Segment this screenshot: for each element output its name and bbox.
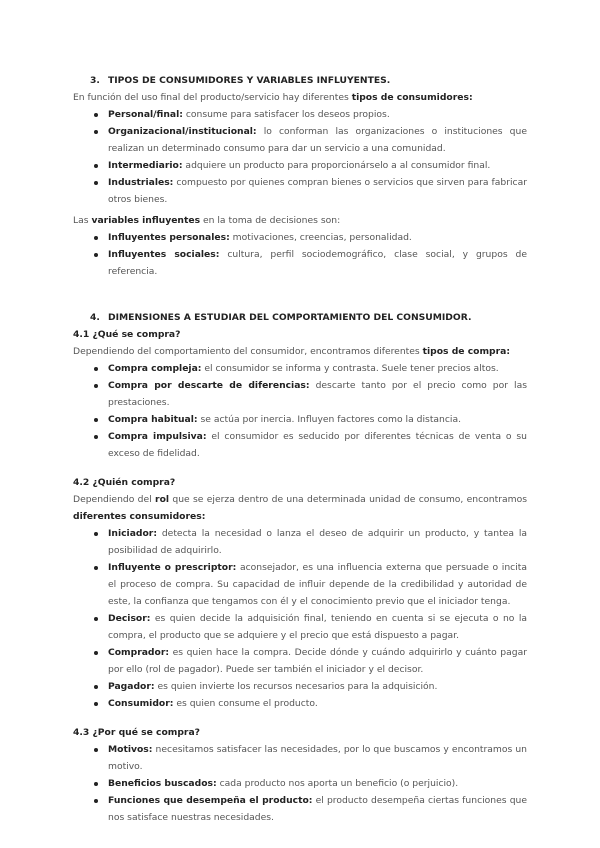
section-number: 4. — [90, 312, 100, 323]
item-label: Iniciador: — [108, 528, 157, 539]
subsection-4-2-heading: 4.2 ¿Quién compra? — [73, 477, 176, 488]
section-title: DIMENSIONES A ESTUDIAR DEL COMPORTAMIENTO DEL CONSUMIDOR. — [108, 312, 472, 323]
list-item — [108, 792, 527, 826]
variables-intro — [73, 212, 527, 229]
subsection-4-1-intro — [73, 343, 527, 360]
item-label: Influyentes personales: — [108, 232, 230, 243]
section-4-heading — [73, 309, 471, 326]
intro-bold: tipos de consumidores: — [351, 92, 473, 103]
list-item — [108, 411, 527, 428]
section-3-heading — [73, 72, 390, 89]
item-text: el consumidor se informa y contrasta. Suele tener precios altos. — [201, 363, 499, 374]
item-text: es quien decide la adquisición final, teniendo en cuenta si se ejecuta o no la compra, el producto que se adquiere y el precio que está dispuesto a pagar. — [108, 613, 527, 641]
subsection-4-3-heading: 4.3 ¿Por qué se compra? — [73, 727, 200, 738]
item-text: es quien invierte los recursos necesarios para la adquisición. — [154, 681, 438, 692]
item-label: Compra impulsiva: — [108, 431, 207, 442]
item-text: adquiere un producto para proporcionárselo a al consumidor final. — [182, 160, 491, 171]
section-3-intro — [73, 89, 527, 106]
item-label: Consumidor: — [108, 698, 174, 709]
section-number: 3. — [90, 75, 100, 86]
list-item — [108, 157, 527, 174]
item-label: Beneficios buscados: — [108, 778, 217, 789]
item-text: descarte tanto por el precio como por las prestaciones. — [108, 380, 527, 408]
bold-text: tipos de compra: — [422, 346, 511, 357]
list-item — [108, 123, 527, 157]
list-item — [108, 559, 527, 610]
document-page — [73, 72, 527, 826]
item-text: es quien hace la compra. Decide dónde y cuándo adquirirlo y cuánto pagar por ello (rol de pagador). Puede ser también el iniciador y el decisor. — [108, 647, 527, 675]
item-text: el consumidor es seducido por diferentes técnicas de venta o su exceso de fidelidad. — [108, 431, 527, 459]
list-item — [108, 644, 527, 678]
item-text: cultura, perfil sociodemográfico, clase social, y grupos de referencia. — [108, 249, 527, 277]
item-text: cada producto nos aporta un beneficio (o perjuicio). — [216, 778, 459, 789]
list-item — [108, 525, 527, 559]
item-label: Decisor: — [108, 613, 151, 624]
item-label: Compra compleja: — [108, 363, 202, 374]
item-label: Organizacional/institucional: — [108, 126, 257, 137]
item-text: el producto desempeña ciertas funciones que nos satisface nuestras necesidades. — [108, 795, 527, 823]
item-label: Funciones que desempeña el producto: — [108, 795, 313, 806]
item-text: aconsejador, es una influencia externa que persuade o incita el proceso de compra. Su capacidad de influir depende de la credibilidad y autoridad de este, la confianza que tengamos con él y el conocimiento previo que el iniciador tenga. — [108, 562, 528, 607]
text: Dependiendo del — [73, 494, 156, 505]
item-text: lo conforman las organizaciones o instituciones que realizan un determinado consumo para dar un servicio a una comunidad. — [108, 126, 527, 154]
section-title: TIPOS DE CONSUMIDORES Y VARIABLES INFLUYENTES. — [108, 75, 391, 86]
item-label: Compra habitual: — [108, 414, 198, 425]
item-text: detecta la necesidad o lanza el deseo de adquirir un producto, y tantea la posibilidad de adquirirlo. — [108, 528, 527, 556]
reasons-list — [73, 741, 527, 826]
list-item — [108, 695, 527, 712]
item-label: Industriales: — [108, 177, 174, 188]
item-text: es quien consume el producto. — [173, 698, 318, 709]
list-item — [108, 610, 527, 644]
item-text: consume para satisfacer los deseos propios. — [182, 109, 390, 120]
item-label: Influyentes sociales: — [108, 249, 220, 260]
consumer-types-list — [73, 106, 527, 208]
list-item — [108, 360, 527, 377]
item-label: Personal/final: — [108, 109, 183, 120]
text: que se ejerza dentro de una determinada unidad de consumo, encontramos — [169, 494, 527, 505]
list-item — [108, 377, 527, 411]
list-item — [108, 229, 527, 246]
item-text: compuesto por quienes compran bienes o servicios que sirven para fabricar otros bienes. — [108, 177, 527, 205]
bold-text: variables influyentes — [91, 215, 201, 226]
list-item — [108, 775, 527, 792]
item-text: necesitamos satisfacer las necesidades, por lo que buscamos y encontramos un motivo. — [108, 744, 527, 772]
item-text: motivaciones, creencias, personalidad. — [229, 232, 412, 243]
item-label: Compra por descarte de diferencias: — [108, 380, 310, 391]
bold-text: diferentes consumidores: — [73, 511, 206, 522]
subsection-4-1-heading: 4.1 ¿Qué se compra? — [73, 329, 181, 340]
purchase-types-list — [73, 360, 527, 462]
item-label: Motivos: — [108, 744, 153, 755]
intro-text: En función del uso final del producto/servicio hay diferentes — [73, 92, 352, 103]
text: Las — [73, 215, 92, 226]
item-text: se actúa por inercia. Influyen factores como la distancia. — [197, 414, 462, 425]
item-label: Influyente o prescriptor: — [108, 562, 237, 573]
list-item — [108, 678, 527, 695]
item-label: Intermediario: — [108, 160, 183, 171]
text: en la toma de decisiones son: — [200, 215, 341, 226]
variables-list — [73, 229, 527, 280]
text: Dependiendo del comportamiento del consumidor, encontramos diferentes — [73, 346, 423, 357]
list-item — [108, 106, 527, 123]
item-label: Pagador: — [108, 681, 155, 692]
list-item — [108, 246, 527, 280]
list-item — [108, 174, 527, 208]
item-label: Comprador: — [108, 647, 170, 658]
list-item — [108, 428, 527, 462]
roles-list — [73, 525, 527, 712]
subsection-4-2-intro — [73, 491, 527, 525]
bold-text: rol — [155, 494, 170, 505]
list-item — [108, 741, 527, 775]
